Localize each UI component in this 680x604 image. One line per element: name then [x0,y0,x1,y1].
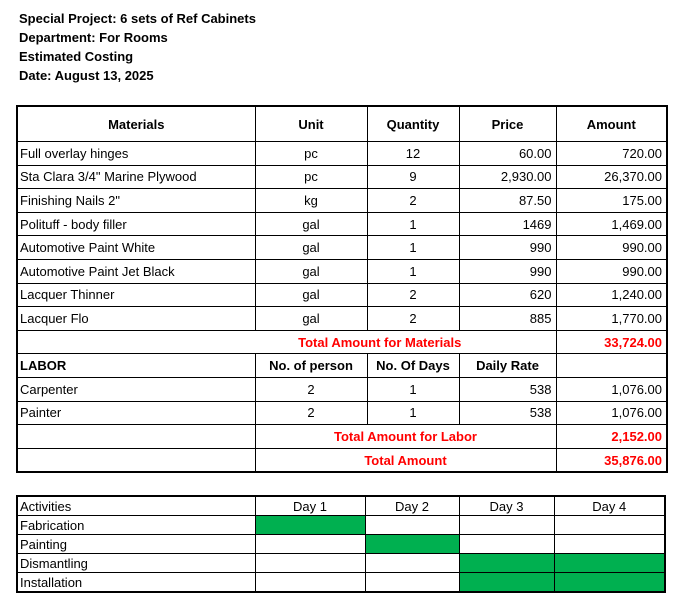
material-name: Sta Clara 3/4" Marine Plywood [17,165,255,189]
material-price: 620 [459,283,556,307]
day-cell-scheduled [554,573,665,593]
day-cell [255,535,365,554]
table-row [17,236,667,260]
activity-name: Fabrication [17,516,255,535]
labor-total-row [17,425,667,449]
day-cell [365,554,459,573]
labor-persons: 2 [255,377,367,401]
labor-rate: 538 [459,401,556,425]
table-row [17,283,667,307]
material-qty: 1 [367,259,459,283]
material-amount: 1,770.00 [556,307,667,331]
material-name: Automotive Paint White [17,236,255,260]
table-row [17,401,667,425]
labor-persons: 2 [255,401,367,425]
day-cell-scheduled [365,535,459,554]
material-unit: pc [255,165,367,189]
material-price: 2,930.00 [459,165,556,189]
material-name: Lacquer Thinner [17,283,255,307]
col-header-day-3: Day 3 [459,496,554,516]
material-unit: gal [255,236,367,260]
material-qty: 2 [367,307,459,331]
table-row [17,307,667,331]
labor-name: Carpenter [17,377,255,401]
col-header-day-2: Day 2 [365,496,459,516]
schedule-row [17,573,665,593]
material-price: 885 [459,307,556,331]
material-unit: gal [255,212,367,236]
project-line: Special Project: 6 sets of Ref Cabinets [19,11,256,26]
day-cell [255,554,365,573]
grand-total-value: 35,876.00 [556,448,667,472]
materials-total-label: Total Amount for Materials [17,330,556,354]
material-amount: 990.00 [556,236,667,260]
labor-amount: 1,076.00 [556,377,667,401]
empty-cell [17,448,255,472]
labor-total-label: Total Amount for Labor [255,425,556,449]
material-amount: 990.00 [556,259,667,283]
empty-cell [17,425,255,449]
table-row [17,377,667,401]
material-unit: gal [255,259,367,283]
labor-header: LABOR [17,354,255,378]
col-header-persons: No. of person [255,354,367,378]
col-header-price: Price [459,106,556,142]
material-qty: 2 [367,283,459,307]
labor-days: 1 [367,401,459,425]
material-amount: 1,240.00 [556,283,667,307]
material-unit: pc [255,142,367,166]
schedule-header-row [17,496,665,516]
schedule-row [17,516,665,535]
table-row [17,142,667,166]
materials-header-row [17,106,667,142]
day-cell [365,573,459,593]
table-row [17,212,667,236]
material-name: Polituff - body filler [17,212,255,236]
day-cell-scheduled [459,554,554,573]
material-amount: 1,469.00 [556,212,667,236]
day-cell [554,535,665,554]
schedule-table [16,495,666,593]
material-unit: gal [255,307,367,331]
schedule-row [17,554,665,573]
col-header-activities: Activities [17,496,255,516]
table-row [17,165,667,189]
material-amount: 26,370.00 [556,165,667,189]
day-cell [554,516,665,535]
day-cell [255,573,365,593]
col-header-materials: Materials [17,106,255,142]
labor-header-row [17,354,667,378]
col-header-days: No. Of Days [367,354,459,378]
labor-days: 1 [367,377,459,401]
materials-total-row [17,330,667,354]
table-row [17,259,667,283]
col-header-day-4: Day 4 [554,496,665,516]
material-name: Lacquer Flo [17,307,255,331]
activity-name: Dismantling [17,554,255,573]
table-row [17,189,667,213]
day-cell-scheduled [255,516,365,535]
material-price: 1469 [459,212,556,236]
day-cell [459,516,554,535]
col-header-day-1: Day 1 [255,496,365,516]
material-amount: 720.00 [556,142,667,166]
schedule-row [17,535,665,554]
document-title: Estimated Costing [19,49,134,64]
empty-cell [556,354,667,378]
activity-name: Painting [17,535,255,554]
col-header-daily-rate: Daily Rate [459,354,556,378]
labor-rate: 538 [459,377,556,401]
material-qty: 1 [367,212,459,236]
costing-table [16,105,668,473]
col-header-amount: Amount [556,106,667,142]
labor-name: Painter [17,401,255,425]
material-unit: kg [255,189,367,213]
day-cell-scheduled [459,573,554,593]
material-name: Full overlay hinges [17,142,255,166]
department-line: Department: For Rooms [19,30,168,45]
material-unit: gal [255,283,367,307]
labor-amount: 1,076.00 [556,401,667,425]
col-header-quantity: Quantity [367,106,459,142]
material-qty: 12 [367,142,459,166]
material-price: 87.50 [459,189,556,213]
date-line: Date: August 13, 2025 [19,68,154,83]
material-amount: 175.00 [556,189,667,213]
material-name: Finishing Nails 2" [17,189,255,213]
col-header-unit: Unit [255,106,367,142]
labor-total-value: 2,152.00 [556,425,667,449]
grand-total-row [17,448,667,472]
material-name: Automotive Paint Jet Black [17,259,255,283]
material-qty: 1 [367,236,459,260]
material-qty: 9 [367,165,459,189]
materials-total-value: 33,724.00 [556,330,667,354]
day-cell [459,535,554,554]
material-price: 60.00 [459,142,556,166]
activity-name: Installation [17,573,255,593]
document-header [19,9,256,85]
material-price: 990 [459,236,556,260]
grand-total-label: Total Amount [255,448,556,472]
day-cell-scheduled [554,554,665,573]
material-price: 990 [459,259,556,283]
material-qty: 2 [367,189,459,213]
day-cell [365,516,459,535]
